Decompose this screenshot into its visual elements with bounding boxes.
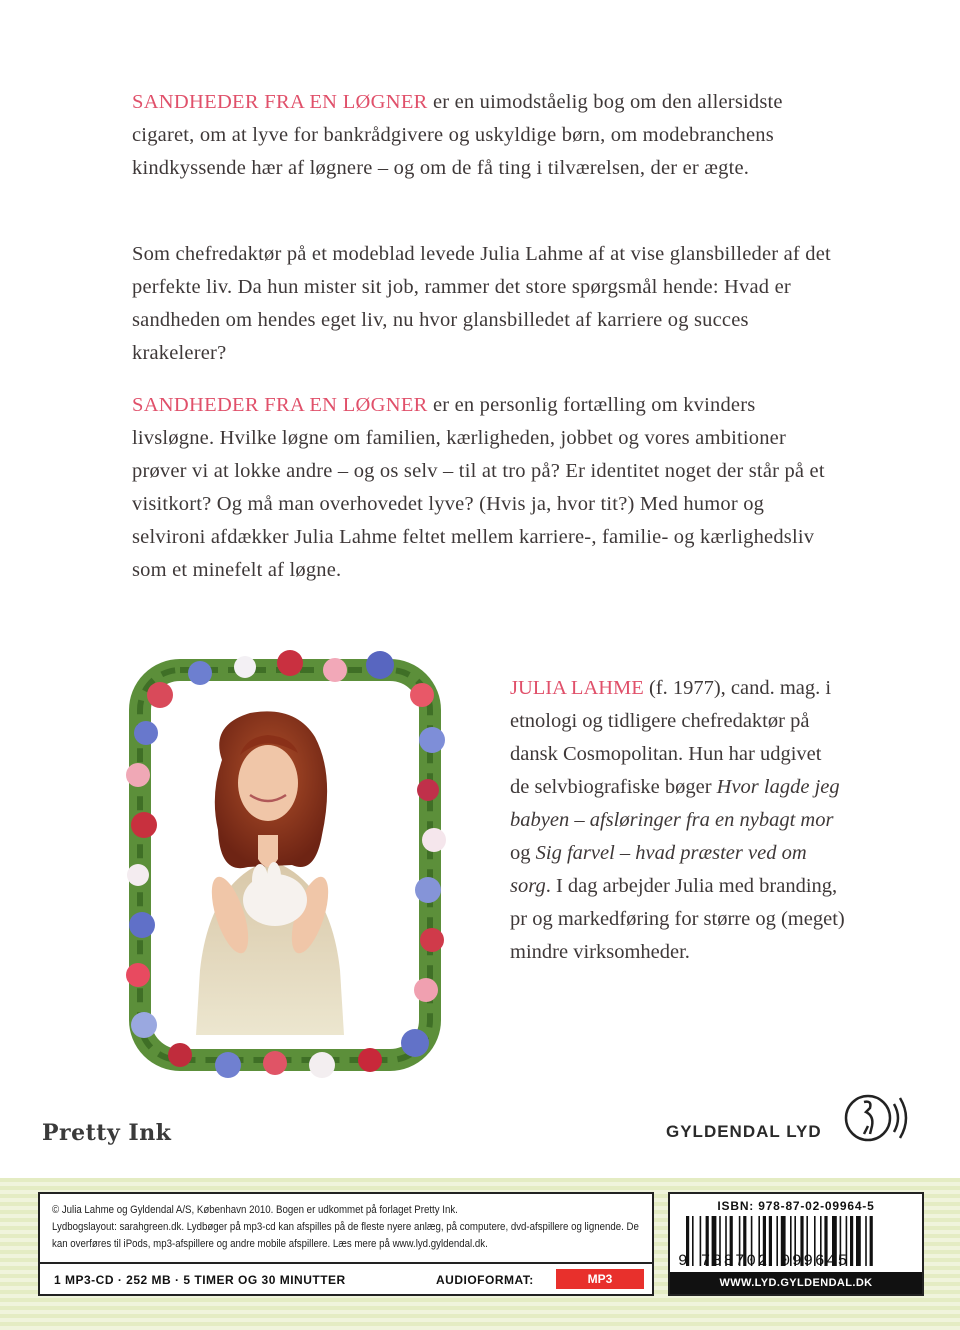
- intro-paragraph-3: [132, 389, 832, 587]
- isbn-digits: 9 788702 099645: [678, 1252, 850, 1270]
- layout-line: Lydbogslayout: sarahgreen.dk. Lydbøger på mp3-cd kan afspilles på de fleste nyere anlæg, på computere, dvd-afspillere og lignende. De kan overføres til iPods, mp3-afspillere og andre mobile afspillere. Læs mere på www.lyd.gyldendal.dk.: [52, 1221, 639, 1250]
- pretty-ink-logo: Pretty Ink: [42, 1120, 172, 1146]
- intro-paragraph-2: [132, 238, 832, 370]
- author-photo-wreath: [60, 625, 480, 1090]
- book-title-highlight: SANDHEDER FRA EN LØGNER: [132, 394, 428, 416]
- intro-text-3: er en personlig fortælling om kvinders livsløgne. Hvilke løgne om familien, kærligheden, jobbet og vores ambitioner prøver vi at lokke andre – og os selv – til at tro på? Er identitet noget der står på et visitkort? Og må man overhovedet lyve? (Hvis ja, hvor tit?) Med humor og selvironi afdækker Julia Lahme feltet mellem karriere-, familie- og kærlighedsliv som et minefelt af løgne.: [132, 394, 825, 581]
- intro-text-1: er en uimodståelig bog om den allersidste cigaret, om at lyve for bankrådgivere og uskyldige børn, om modebranchens kindkyssende hær af løgnere – og om de få ting i tilværelsen, der er ægte.: [132, 91, 783, 179]
- audioformat-badge: MP3: [556, 1269, 644, 1289]
- book-title-highlight: SANDHEDER FRA EN LØGNER: [132, 91, 428, 113]
- author-bio: [510, 672, 845, 969]
- woman-figure: [196, 711, 344, 1035]
- bio-text-3: . I dag arbejder Julia med branding, pr og markedføring for større og (meget) mindre virksomheder.: [510, 875, 845, 963]
- isbn-label: ISBN: 978-87-02-09964-5: [717, 1199, 875, 1213]
- format-row: [40, 1262, 652, 1296]
- audioformat-label: AUDIOFORMAT:: [436, 1273, 534, 1287]
- heron-sound-icon: [842, 1088, 914, 1148]
- bio-text-1: (f. 1977), cand. mag. i etnologi og tidligere chefredaktør på dansk Cosmopolitan. Hun har udgivet de selvbiografiske bøger: [510, 677, 832, 798]
- book-title-2: Sig farvel – hvad præster ved om sorg: [510, 842, 807, 897]
- intro-paragraph-1: [132, 86, 832, 185]
- intro-text-2: Som chefredaktør på et modeblad levede Julia Lahme af at vise glansbilleder af det perfekte liv. Da hun mister sit job, rammer det store spørgsmål hende: Hvad er sandheden om hendes eget liv, nu hvor glansbilledet af karriere og succes krakelerer?: [132, 243, 831, 364]
- info-text: [52, 1202, 642, 1253]
- gyldendal-lyd-logo: GYLDENDAL LYD: [666, 1122, 822, 1141]
- format-text: 1 MP3-CD · 252 MB · 5 TIMER OG 30 MINUTTER: [54, 1273, 346, 1287]
- bio-text-2: og: [510, 842, 536, 864]
- isbn-box: [668, 1192, 924, 1296]
- author-name: JULIA LAHME: [510, 677, 644, 699]
- info-box: [38, 1192, 654, 1296]
- book-title-1: Hvor lagde jeg babyen – afsløringer fra en nybagt mor: [510, 776, 840, 831]
- gyldendal-url: WWW.LYD.GYLDENDAL.DK: [670, 1272, 922, 1294]
- copyright-line: © Julia Lahme og Gyldendal A/S, København 2010. Bogen er udkommet på forlaget Pretty Ink.: [52, 1204, 458, 1216]
